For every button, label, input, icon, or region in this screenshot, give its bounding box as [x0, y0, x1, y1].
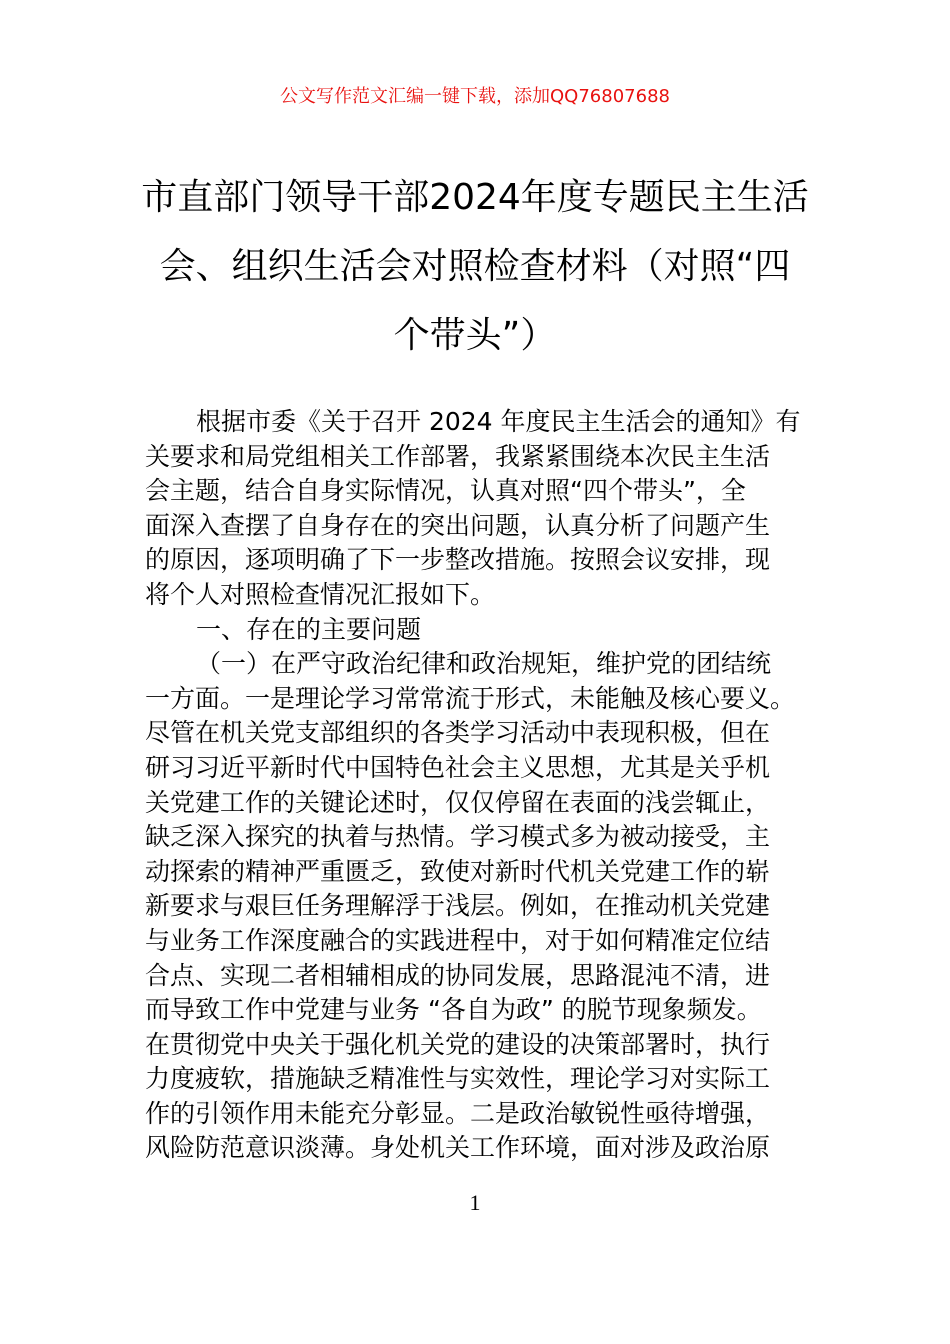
body-line: 力度疲软，措施缺乏精准性与实效性，理论学习对实际工	[145, 1064, 771, 1094]
body-line: 合点、实现二者相辅相成的协同发展，思路混沌不清，进	[145, 960, 771, 990]
body-line: 将个人对照检查情况汇报如下。	[145, 579, 496, 609]
body-line: 动探索的精神严重匮乏，致使对新时代机关党建工作的崭	[145, 856, 771, 886]
body-line: 一方面。一是理论学习常常流于形式，未能触及核心要义。	[145, 683, 796, 713]
body-line: 根据市委《关于召开 2024 年度民主生活会的通知》有	[196, 407, 801, 436]
body-line: 与业务工作深度融合的实践进程中，对于如何精准定位结	[145, 925, 771, 955]
body-line: 关要求和局党组相关工作部署，我紧紧围绕本次民主生活	[145, 441, 771, 471]
body-line: 的原因，逐项明确了下一步整改措施。按照会议安排，现	[145, 545, 771, 575]
title-line: 市直部门领导干部2024年度专题民主生活	[141, 177, 809, 218]
page-number: 1	[469, 1190, 481, 1215]
section-heading: 一、存在的主要问题	[196, 614, 422, 644]
body-line: 会主题，结合自身实际情况，认真对照“四个带头”，全	[145, 476, 746, 506]
title-line: 个带头”）	[393, 315, 557, 356]
body-line: 风险防范意识淡薄。身处机关工作环境，面对涉及政治原	[145, 1133, 771, 1163]
body-line: 关党建工作的关键论述时，仅仅停留在表面的浅尝辄止，	[145, 787, 771, 817]
body-line: （一）在严守政治纪律和政治规矩，维护党的团结统	[196, 649, 772, 679]
body-line: 而导致工作中党建与业务 “各自为政” 的脱节现象频发。	[145, 995, 762, 1025]
body-line: 缺乏深入探究的执着与热情。学习模式多为被动接受，主	[145, 822, 771, 852]
body-line: 新要求与艰巨任务理解浮于浅层。例如，在推动机关党建	[145, 891, 771, 921]
download-banner: 公文写作范文汇编一键下载，添加QQ76807688	[280, 86, 670, 107]
document-body	[145, 405, 845, 1166]
body-line: 研习习近平新时代中国特色社会主义思想，尤其是关乎机	[145, 752, 771, 782]
title-line: 会、组织生活会对照检查材料（对照“四	[159, 246, 791, 287]
body-line: 面深入查摆了自身存在的突出问题，认真分析了问题产生	[145, 510, 771, 540]
body-line: 作的引领作用未能充分彰显。二是政治敏锐性亟待增强，	[145, 1098, 771, 1128]
body-line: 在贯彻党中央关于强化机关党的建设的决策部署时，执行	[145, 1029, 771, 1059]
body-line: 尽管在机关党支部组织的各类学习活动中表现积极，但在	[145, 718, 771, 748]
document-title	[0, 163, 950, 370]
